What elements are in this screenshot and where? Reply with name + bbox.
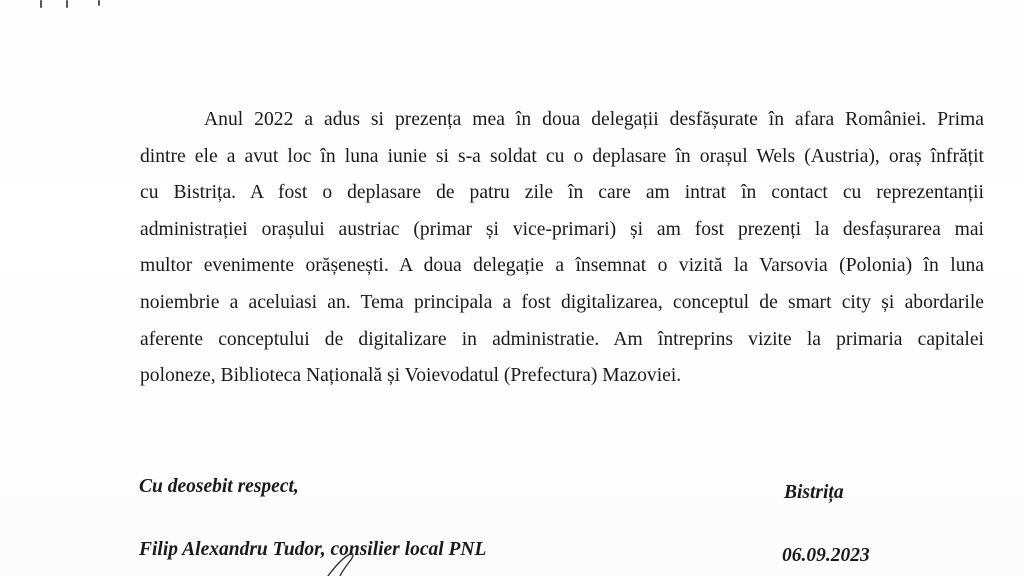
scan-marks-decoration [40, 0, 110, 10]
body-line-5: multor evenimente orășenești. A doua delegație a însemnat o vizită la Varsovia (Polonia) în luna [140, 255, 984, 277]
signatory-name: Filip Alexandru Tudor, consilier local PNL [139, 539, 487, 560]
body-line-1: Anul 2022 a adus si prezența mea în doua delegații desfășurate în afara României. Prima [204, 109, 984, 130]
date-label: 06.09.2023 [782, 545, 870, 566]
place-label: Bistrița [784, 482, 844, 503]
body-line-7: aferente conceptului de digitalizare in administratie. Am întreprins vizite la primaria capitalei [140, 328, 984, 350]
body-line-8: poloneze, Biblioteca Națională și Voievodatul (Prefectura) Mazoviei. [140, 365, 682, 387]
body-line-3: cu Bistrița. A fost o deplasare de patru zile în care am intrat în contact cu reprezentanții [140, 182, 984, 204]
handwritten-signature-icon [320, 552, 380, 576]
body-line-4: administrației orașului austriac (primar și vice-primari) și am fost prezenți la desfașurarea mai [140, 218, 984, 240]
body-line-6: noiembrie a aceluiasi an. Tema principala a fost digitalizarea, conceptul de smart city și abordarile [140, 291, 984, 313]
closing-salutation: Cu deosebit respect, [139, 476, 299, 497]
body-line-2: dintre ele a avut loc în luna iunie si s-a soldat cu o deplasare în orașul Wels (Austria), oraș înfrățit [140, 145, 984, 167]
letter-body [140, 102, 984, 395]
